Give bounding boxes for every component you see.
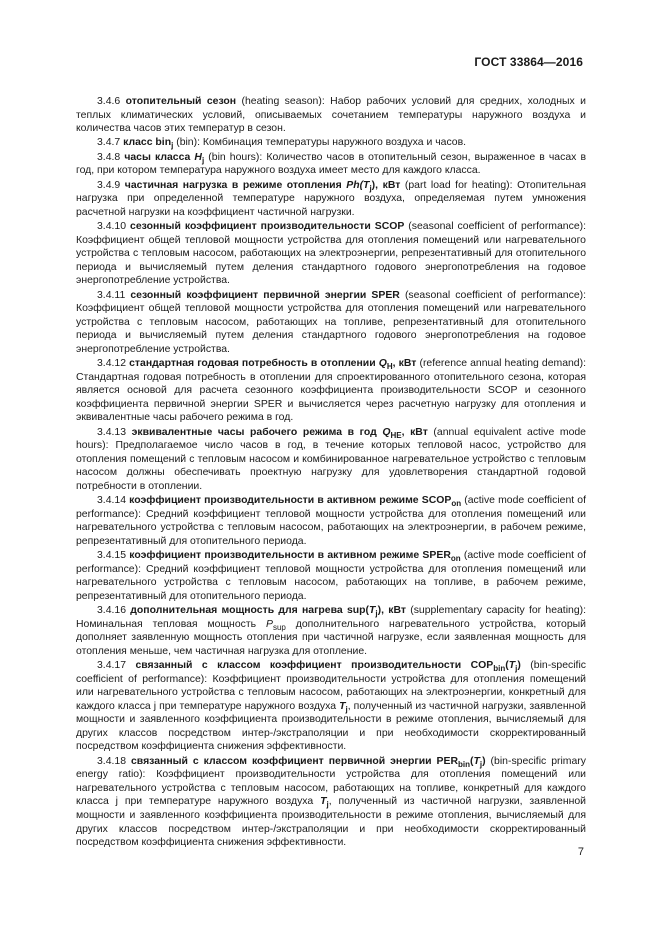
term-variable: T xyxy=(508,660,516,672)
definition-3-4-14 xyxy=(76,494,586,548)
definition-text: (bin-specific primary energy ratio): Коэффициент производительности устройства для отопления помещений или нагревательного устройства с тепловым насосом, работающих на топливе, конкретный для каждого класса j при температуре наружного воздуха xyxy=(76,755,586,808)
clause-number: 3.4.15 xyxy=(97,550,127,562)
term xyxy=(129,550,461,564)
term: сезонный коэффициент производительности SCOP xyxy=(130,221,405,233)
term-unit: ), кВт xyxy=(377,605,406,617)
document-code: ГОСТ 33864—2016 xyxy=(474,55,583,69)
term-variable: H xyxy=(194,151,202,163)
definition-3-4-13 xyxy=(76,426,586,494)
term xyxy=(125,180,401,191)
term-paren-close: ) xyxy=(482,755,486,767)
term xyxy=(130,605,406,619)
clause-number: 3.4.8 xyxy=(97,151,121,163)
term xyxy=(132,427,428,438)
definition-3-4-16 xyxy=(76,604,586,658)
definition-3-4-12 xyxy=(76,357,586,425)
term-subscript: on xyxy=(451,499,462,509)
clause-number: 3.4.13 xyxy=(97,426,127,438)
clause-number: 3.4.18 xyxy=(97,755,127,767)
term-variable-arg: (T xyxy=(359,179,370,191)
definition-text: (bin): Комбинация температуры наружного воздуха и часов. xyxy=(173,137,467,149)
term-paren-close: ) xyxy=(517,660,521,672)
definition-3-4-6 xyxy=(76,95,586,136)
term-subscript-2: j xyxy=(479,759,483,769)
clause-number: 3.4.16 xyxy=(97,605,127,617)
term-subscript-2: j xyxy=(515,664,518,674)
text-subscript: j xyxy=(345,704,348,714)
clause-number: 3.4.12 xyxy=(97,358,127,370)
term-subscript: j xyxy=(369,183,372,193)
term-text: частичная нагрузка в режиме отопления xyxy=(124,179,347,191)
term xyxy=(135,660,521,674)
definition-3-4-15 xyxy=(76,549,586,603)
term-variable: T xyxy=(368,605,376,617)
definition-text: (active mode coefficient of performance): Средний коэффициент тепловой мощности устройства для отопления помещений или нагревательного устройства с тепловым насосом, работающих на топливе, в рабочем режиме, репрезентативный для отопительного периода. xyxy=(76,550,586,602)
definition-3-4-7 xyxy=(76,136,586,150)
clause-number: 3.4.6 xyxy=(97,96,121,107)
text-variable: T xyxy=(320,796,327,808)
term-text: эквивалентные часы рабочего режима в год xyxy=(131,426,383,438)
text-variable: T xyxy=(339,700,346,712)
definition-text: (reference annual heating demand): Стандартная годовая потребность в отоплении для спроектированного отопительного сезона, которая является основой для расчета сезонного коэффициента производительности SCOP и сезонного коэффициента первичной энергии SPER и вычисляется через расчетную нагрузку для отопления и эквивалентные часы рабочего режима в год. xyxy=(76,358,586,424)
term-variable: T xyxy=(473,755,480,767)
term: сезонный коэффициент первичной энергии SPER xyxy=(130,289,400,301)
page-number: 7 xyxy=(577,846,584,858)
term-variable: Ph xyxy=(346,179,360,191)
term-subscript: j xyxy=(375,609,378,619)
text-variable: P xyxy=(265,618,273,630)
definition-text: (seasonal coefficient of performance): Коэффициент общей тепловой мощности устройства для отопления помещений или нагревательного устройства с тепловым насосом, работающих на электроэнергии, репрезентативный для отопительного периода и вычисляемый путем деления стандартного годового энергопотребления на годовое энергопотребление устройства. xyxy=(76,221,586,287)
term-subscript: j xyxy=(201,155,205,165)
term-subscript: j xyxy=(171,141,174,151)
term-subscript: on xyxy=(450,554,461,564)
definition-text: (active mode coefficient of performance): Средний коэффициент тепловой мощности устройства для отопления помещений или нагревательного устройства с тепловым насосом, работающих на электроэнергии, в рабочем режиме, репрезентативный для отопительного периода. xyxy=(76,495,586,547)
term-variable: Q xyxy=(378,358,387,370)
clause-number: 3.4.14 xyxy=(97,495,127,507)
definition-3-4-11 xyxy=(76,289,586,357)
definition-text-cont: , полученный из частичной нагрузки, заявленной мощности и заявленного коэффициента производительности в режиме отопления, вычисляемый для других классов посредством интер-/экстраполяции и при необходимости скорректированный посредством коэффициента снижения эффективности. xyxy=(76,700,586,753)
definitions-section xyxy=(76,95,586,850)
term-unit: , кВт xyxy=(401,426,428,438)
definition-text: (bin hours): Количество часов в отопительный сезон, выраженное в часах в год, при котором температура наружного воздуха имеет место для каждого класса. xyxy=(76,151,586,177)
clause-number: 3.4.10 xyxy=(97,221,127,233)
definition-text: (supplementary capacity for heating): Номинальная тепловая мощность xyxy=(76,605,587,630)
term-unit: , кВт xyxy=(392,358,417,370)
definition-3-4-10 xyxy=(76,220,586,288)
definition-text: (part load for heating): Отопительная нагрузка при определенной температуре наружного воздуха, определяемая путем умножения расчетной нагрузки на коэффициент частичной нагрузки. xyxy=(76,179,587,218)
term-text: класс bin xyxy=(123,137,172,149)
clause-number: 3.4.7 xyxy=(97,137,121,149)
term-paren: ( xyxy=(505,660,509,672)
term-text: связанный с классом коэффициент производительности COP xyxy=(135,660,494,672)
term xyxy=(131,756,486,767)
definition-text-cont: дополнительного нагревательного устройства, который дополняет заявленную мощность отопления при частичной нагрузке, если заявленная мощность для отопления меньше, чем частичная нагрузка для отопление. xyxy=(76,618,586,657)
definition-3-4-8 xyxy=(76,151,586,178)
term xyxy=(123,137,174,151)
definition-text: (seasonal coefficient of performance): Коэффициент общей тепловой мощности устройства для отопления помещений или нагревательного устройства с тепловым насосом, работающих на топливе, репрезентативный для отопительного периода и вычисляемый путем деления стандартного годового энергопотребления на годовое энергопотребление устройства. xyxy=(76,289,587,355)
term xyxy=(129,495,462,509)
clause-number: 3.4.17 xyxy=(97,660,127,672)
term-variable: Q xyxy=(382,426,391,438)
term-subscript: H xyxy=(386,362,393,372)
definition-text-cont: , полученный из частичной нагрузки, заявленной мощности и заявленного коэффициента производительности в режиме отопления, вычисляемый для других классов посредством интер-/экстраполяции и при необходимости скорректированный посредством коэффициента снижения эффективности. xyxy=(76,796,586,849)
definition-text: (heating season): Набор рабочих условий для средних, холодных и теплых климатических условий, описываемых сочетанием температуры наружного воздуха и количества часов этих температур в сезон. xyxy=(76,96,586,135)
definition-text: (annual equivalent active mode hours): Предполагаемое число часов в год, в течение которых тепловой насос, устройство для отопления помещений с тепловым насосом и комбинированное нагревательное устройство с тепловым насосом должны обеспечивать проектную нагрузку для удовлетворения стандартной годовой потребности в отоплении. xyxy=(76,426,586,492)
term-text: часы класса xyxy=(124,151,195,163)
term-text: дополнительная мощность для нагрева sup( xyxy=(130,605,369,617)
term-text: коэффициент производительности в активном режиме SCOP xyxy=(129,495,452,507)
text-subscript: j xyxy=(326,800,329,810)
term xyxy=(124,152,204,163)
definition-text: (bin-specific coefficient of performance): Коэффициент производительности устройства для отопления помещений или нагревательного устройства с тепловым насосом, работающих на электроэнергии, конкретный для каждого класса j при температуре наружного воздуха xyxy=(76,660,586,712)
term-text: связанный с классом коэффициент первичной энергии PER xyxy=(130,755,459,767)
term: отопительный сезон xyxy=(125,96,237,107)
clause-number: 3.4.9 xyxy=(97,179,121,191)
term-subscript: HE xyxy=(390,430,402,440)
definition-3-4-18 xyxy=(76,755,586,850)
clause-number: 3.4.11 xyxy=(97,289,126,301)
term xyxy=(129,358,417,372)
definition-3-4-9 xyxy=(76,179,586,220)
definition-3-4-17 xyxy=(76,659,586,754)
term-subscript: bin xyxy=(493,664,506,674)
term-subscript: bin xyxy=(458,759,471,769)
term-text: коэффициент производительности в активном режиме SPER xyxy=(129,550,451,562)
term-unit: ), кВт xyxy=(371,179,401,191)
term-text: стандартная годовая потребность в отоплении xyxy=(129,358,379,370)
text-subscript: sup xyxy=(272,622,286,632)
term-paren: ( xyxy=(470,755,474,767)
